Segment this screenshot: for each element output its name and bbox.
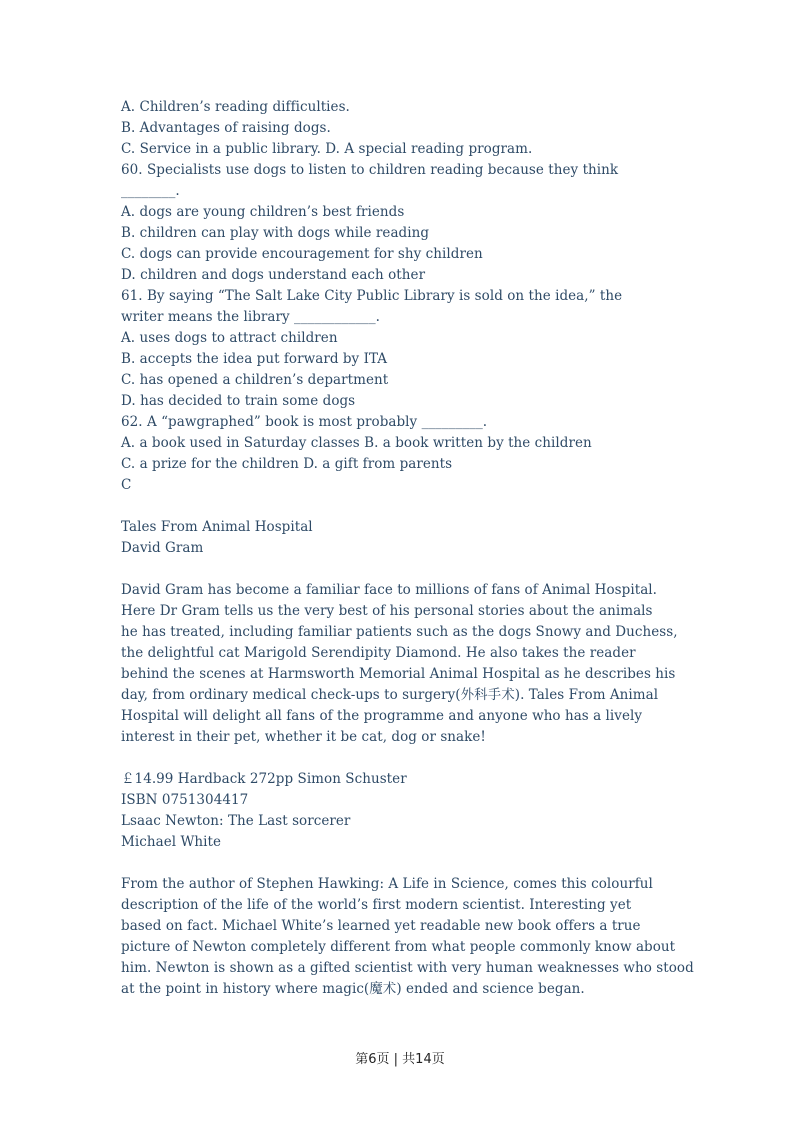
option-59a: A. Children’s reading difficulties. xyxy=(121,99,350,115)
book2-desc-line: based on fact. Michael White’s learned yet readable new book offers a true xyxy=(121,918,641,934)
option-62cd: C. a prize for the children D. a gift from parents xyxy=(121,456,453,472)
option-60d: D. children and dogs understand each other xyxy=(121,267,426,283)
book2-desc-line: description of the life of the world’s first modern scientist. Interesting yet xyxy=(121,897,632,913)
option-59cd: C. Service in a public library. D. A special reading program. xyxy=(121,141,533,157)
spacer xyxy=(121,496,691,517)
question-60-blank: ________. xyxy=(121,183,180,199)
book1-desc-line: interest in their pet, whether it be cat, dog or snake! xyxy=(121,729,486,745)
book1-desc-line: day, from ordinary medical check-ups to surgery(外科手术). Tales From Animal xyxy=(121,687,659,703)
book2-desc-line: him. Newton is shown as a gifted scientist with very human weaknesses who stood xyxy=(121,960,694,976)
option-60c: C. dogs can provide encouragement for shy children xyxy=(121,246,483,262)
option-61b: B. accepts the idea put forward by ITA xyxy=(121,351,388,367)
spacer xyxy=(121,559,691,580)
question-60: 60. Specialists use dogs to listen to children reading because they think xyxy=(121,162,619,178)
option-60a: A. dogs are young children’s best friends xyxy=(121,204,405,220)
book2-desc-line: From the author of Stephen Hawking: A Life in Science, comes this colourful xyxy=(121,876,653,892)
book1-price: ￡14.99 Hardback 272pp Simon Schuster xyxy=(121,771,407,787)
option-59b: B. Advantages of raising dogs. xyxy=(121,120,331,136)
book1-desc-line: the delightful cat Marigold Serendipity Diamond. He also takes the reader xyxy=(121,645,636,661)
book1-desc-line: Here Dr Gram tells us the very best of his personal stories about the animals xyxy=(121,603,653,619)
book1-author: David Gram xyxy=(121,540,204,556)
book1-desc-line: he has treated, including familiar patients such as the dogs Snowy and Duchess, xyxy=(121,624,678,640)
question-62: 62. A “pawgraphed” book is most probably _________. xyxy=(121,414,488,430)
spacer xyxy=(121,853,691,874)
book1-desc-line: Hospital will delight all fans of the programme and anyone who has a lively xyxy=(121,708,643,724)
spacer xyxy=(121,748,691,769)
question-61: 61. By saying “The Salt Lake City Public Library is sold on the idea,” the xyxy=(121,288,623,304)
book1-desc-line: David Gram has become a familiar face to millions of fans of Animal Hospital. xyxy=(121,582,657,598)
book2-author: Michael White xyxy=(121,834,221,850)
book1-isbn: ISBN 0751304417 xyxy=(121,792,249,808)
book2-desc-line: picture of Newton completely different from what people commonly know about xyxy=(121,939,676,955)
book2-desc-line: at the point in history where magic(魔术) ended and science began. xyxy=(121,981,585,997)
option-61d: D. has decided to train some dogs xyxy=(121,393,356,409)
question-61-cont: writer means the library ____________. xyxy=(121,309,380,325)
option-61c: C. has opened a children’s department xyxy=(121,372,389,388)
book2-title: Lsaac Newton: The Last sorcerer xyxy=(121,813,351,829)
page-footer: 第6页 | 共14页 xyxy=(355,1052,445,1067)
document-body xyxy=(121,97,694,1000)
option-61a: A. uses dogs to attract children xyxy=(121,330,338,346)
section-label-c: C xyxy=(121,477,132,493)
option-62ab: A. a book used in Saturday classes B. a book written by the children xyxy=(121,435,592,451)
book1-title: Tales From Animal Hospital xyxy=(121,519,313,535)
option-60b: B. children can play with dogs while reading xyxy=(121,225,430,241)
book1-desc-line: behind the scenes at Harmsworth Memorial Animal Hospital as he describes his xyxy=(121,666,676,682)
